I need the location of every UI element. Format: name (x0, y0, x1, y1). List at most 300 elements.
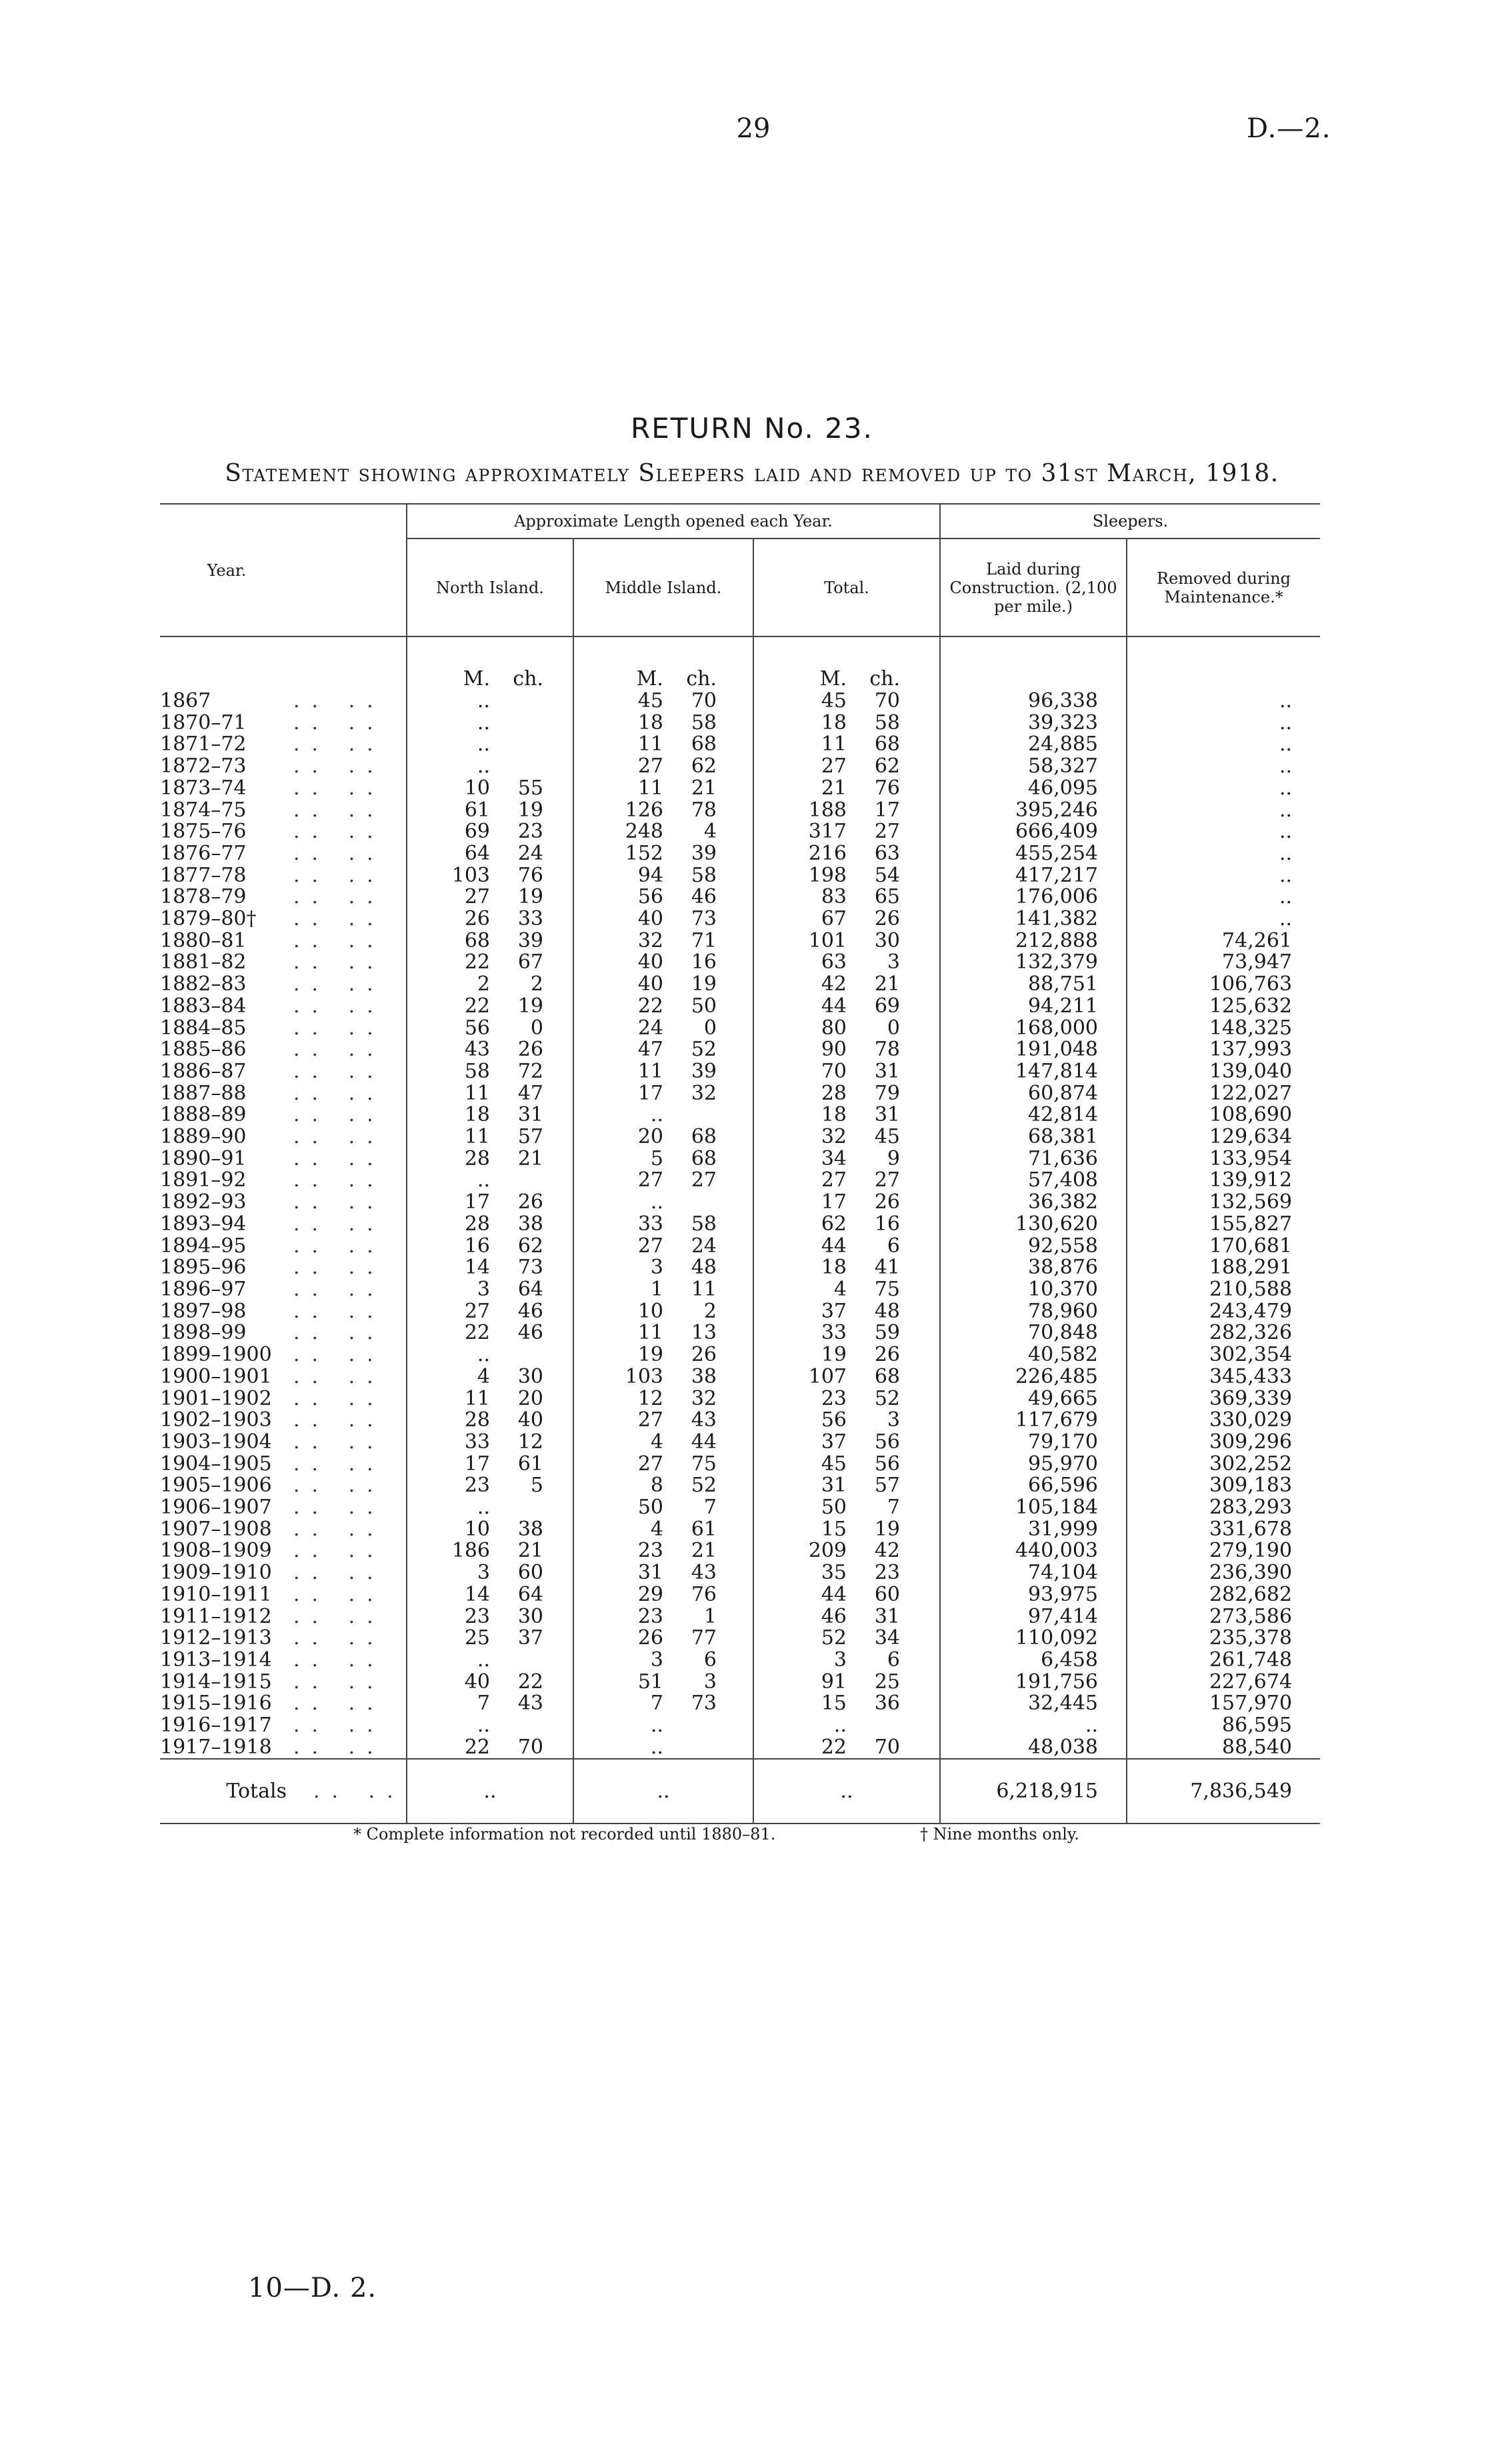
total-length-cell: 90 78 (753, 1039, 940, 1061)
middle-island-cell: 33 58 (573, 1214, 753, 1236)
north-island-cell: 14 73 (407, 1257, 573, 1279)
table-row (160, 908, 1320, 930)
year-cell: 1905–1906 (160, 1475, 272, 1498)
middle-island-cell: 126 78 (573, 800, 753, 822)
total-length-cell: 19 26 (753, 1344, 940, 1366)
north-island-cell: 40 22 (407, 1672, 573, 1694)
leader-dots: .. .. (293, 1148, 385, 1170)
footer-reference: 10—D. 2. (248, 2273, 377, 2303)
sleepers-laid-cell: 6,458 (940, 1650, 1127, 1672)
year-cell: 1917–1918 (160, 1736, 272, 1759)
leader-dots: .. .. (293, 1562, 385, 1584)
north-island-cell: .. (407, 1715, 573, 1737)
total-length-cell: 32 45 (753, 1126, 940, 1148)
north-island-cell: 103 76 (407, 865, 573, 887)
north-island-cell: 17 61 (407, 1454, 573, 1476)
table-row (160, 1039, 1320, 1061)
page-number: 29 (736, 113, 771, 144)
leader-dots: .. .. (293, 1104, 385, 1127)
year-cell: 1898–99 (160, 1322, 247, 1345)
leader-dots: .. .. (293, 1322, 385, 1345)
middle-island-cell: 3 6 (573, 1650, 753, 1672)
table-row (160, 1562, 1320, 1584)
middle-island-cell: 18 58 (573, 712, 753, 734)
total-length-cell: 46 31 (753, 1606, 940, 1628)
middle-island-cell: 26 77 (573, 1628, 753, 1650)
table-row (160, 1192, 1320, 1214)
totals-north: .. (407, 1759, 573, 1824)
sleepers-removed-cell: 139,040 (1127, 1061, 1320, 1083)
middle-island-cell: 1 11 (573, 1279, 753, 1301)
table-row (160, 1148, 1320, 1170)
sleepers-laid-cell: 110,092 (940, 1628, 1127, 1650)
table-row (160, 1475, 1320, 1497)
total-length-cell: .. (753, 1715, 940, 1737)
total-length-cell: 31 57 (753, 1475, 940, 1497)
leader-dots: .. .. (293, 1082, 385, 1105)
north-island-cell: 26 33 (407, 908, 573, 930)
sleepers-removed-cell: 309,296 (1127, 1432, 1320, 1454)
sleepers-removed-cell: 108,690 (1127, 1104, 1320, 1126)
sleepers-removed-cell: 74,261 (1127, 930, 1320, 952)
sleepers-removed-cell: 369,339 (1127, 1388, 1320, 1410)
north-island-cell: 33 12 (407, 1432, 573, 1454)
year-cell: 1873–74 (160, 777, 247, 800)
sleepers-laid-cell: 130,620 (940, 1214, 1127, 1236)
table-row (160, 1018, 1320, 1040)
middle-island-cell: 27 75 (573, 1454, 753, 1476)
leader-dots: .. .. (293, 1300, 385, 1323)
sleepers-laid-cell: 58,327 (940, 756, 1127, 778)
table-row (160, 821, 1320, 843)
table-row (160, 1454, 1320, 1476)
totals-label: Totals (160, 1759, 293, 1824)
table-row (160, 1170, 1320, 1192)
leader-dots: .. .. (293, 1126, 385, 1148)
total-length-cell: 45 70 (753, 690, 940, 712)
totals-laid: 6,218,915 (940, 1759, 1127, 1824)
north-island-cell: .. (407, 690, 573, 712)
year-cell: 1913–1914 (160, 1649, 272, 1672)
middle-island-cell: 22 50 (573, 996, 753, 1018)
sleepers-laid-cell: 141,382 (940, 908, 1127, 930)
year-cell: 1876–77 (160, 842, 247, 865)
footnote-nine-months: † Nine months only. (920, 1825, 1079, 1844)
total-length-cell: 198 54 (753, 865, 940, 887)
middle-island-cell: 8 52 (573, 1475, 753, 1497)
sleepers-removed-cell: 210,588 (1127, 1279, 1320, 1301)
north-island-cell: 43 26 (407, 1039, 573, 1061)
table-row (160, 1344, 1320, 1366)
table-row (160, 1366, 1320, 1388)
sleepers-removed-cell: 331,678 (1127, 1519, 1320, 1541)
sleepers-removed-cell: 283,293 (1127, 1497, 1320, 1519)
total-length-cell: 216 63 (753, 843, 940, 865)
table-row (160, 800, 1320, 822)
table-row (160, 1236, 1320, 1258)
leader-dots: .. .. (293, 712, 385, 734)
table-row (160, 930, 1320, 952)
total-length-cell: 18 58 (753, 712, 940, 734)
year-cell: 1871–72 (160, 734, 247, 756)
total-length-cell: 3 6 (753, 1650, 940, 1672)
leader-dots: .. .. (293, 1540, 385, 1563)
sleepers-removed-cell: .. (1127, 865, 1320, 887)
year-cell: 1897–98 (160, 1300, 247, 1323)
middle-island-cell: 27 43 (573, 1410, 753, 1432)
totals-middle: .. (573, 1759, 753, 1824)
year-cell: 1892–93 (160, 1192, 247, 1214)
units-north: M. ch. (407, 636, 573, 690)
sleepers-laid-cell: 78,960 (940, 1301, 1127, 1323)
leader-dots: .. .. (293, 952, 385, 974)
table-row (160, 734, 1320, 756)
year-cell: 1879–80† (160, 908, 257, 930)
middle-island-cell: 12 32 (573, 1388, 753, 1410)
total-length-cell: 101 30 (753, 930, 940, 952)
table-row (160, 1672, 1320, 1694)
sleepers-removed-cell: 170,681 (1127, 1236, 1320, 1258)
sleepers-laid-cell: 66,596 (940, 1475, 1127, 1497)
middle-island-cell: 103 38 (573, 1366, 753, 1388)
north-island-cell: 17 26 (407, 1192, 573, 1214)
leader-dots: .. .. (293, 1060, 385, 1083)
sleepers-laid-cell: 440,003 (940, 1540, 1127, 1562)
middle-island-cell: .. (573, 1104, 753, 1126)
north-island-cell: .. (407, 1650, 573, 1672)
middle-island-cell: 152 39 (573, 843, 753, 865)
north-island-cell: 10 55 (407, 778, 573, 800)
year-cell: 1887–88 (160, 1082, 247, 1105)
total-length-cell: 317 27 (753, 821, 940, 843)
table-row (160, 1519, 1320, 1541)
total-length-cell: 50 7 (753, 1497, 940, 1519)
north-island-cell: 22 46 (407, 1322, 573, 1344)
middle-island-cell: 4 44 (573, 1432, 753, 1454)
table-row (160, 1104, 1320, 1126)
middle-island-cell: 20 68 (573, 1126, 753, 1148)
table-row (160, 1432, 1320, 1454)
north-island-cell: 64 24 (407, 843, 573, 865)
north-island-cell: 7 43 (407, 1693, 573, 1715)
leader-dots: .. .. (293, 1410, 385, 1432)
sleepers-laid-cell: 32,445 (940, 1693, 1127, 1715)
sleepers-laid-cell: 92,558 (940, 1236, 1127, 1258)
sleepers-removed-cell: 227,674 (1127, 1672, 1320, 1694)
year-cell: 1882–83 (160, 974, 247, 996)
sleepers-laid-cell: .. (940, 1715, 1127, 1737)
north-island-cell: 28 21 (407, 1148, 573, 1170)
sleepers-laid-cell: 417,217 (940, 865, 1127, 887)
middle-island-cell: 40 19 (573, 974, 753, 996)
sleepers-laid-cell: 117,679 (940, 1410, 1127, 1432)
sleepers-laid-cell: 71,636 (940, 1148, 1127, 1170)
total-length-cell: 209 42 (753, 1540, 940, 1562)
leader-dots: .. .. (293, 734, 385, 756)
table-row (160, 1606, 1320, 1628)
middle-island-cell: 29 76 (573, 1584, 753, 1606)
leader-dots: .. .. (293, 1693, 385, 1716)
year-cell: 1881–82 (160, 952, 247, 974)
total-length-cell: 63 3 (753, 952, 940, 974)
table-row (160, 1715, 1320, 1737)
total-length-cell: 67 26 (753, 908, 940, 930)
sleepers-removed-cell: 345,433 (1127, 1366, 1320, 1388)
sleepers-laid-cell: 38,876 (940, 1257, 1127, 1279)
total-length-cell: 37 56 (753, 1432, 940, 1454)
total-length-cell: 27 62 (753, 756, 940, 778)
year-cell: 1872–73 (160, 756, 247, 778)
sleepers-laid-cell: 212,888 (940, 930, 1127, 952)
sleepers-removed-cell: 309,183 (1127, 1475, 1320, 1497)
table-row (160, 996, 1320, 1018)
north-island-cell: 23 30 (407, 1606, 573, 1628)
sleepers-removed-cell: .. (1127, 690, 1320, 712)
north-island-cell: 56 0 (407, 1018, 573, 1040)
year-cell: 1914–1915 (160, 1671, 272, 1694)
middle-island-cell: 56 46 (573, 886, 753, 908)
table-row (160, 1214, 1320, 1236)
sleepers-removed-cell: 137,993 (1127, 1039, 1320, 1061)
north-island-cell: 27 19 (407, 886, 573, 908)
north-island-cell: 14 64 (407, 1584, 573, 1606)
table-row (160, 1693, 1320, 1715)
total-length-cell: 4 75 (753, 1279, 940, 1301)
total-length-cell: 107 68 (753, 1366, 940, 1388)
year-cell: 1870–71 (160, 712, 247, 734)
table-row (160, 1301, 1320, 1323)
north-island-cell: 11 47 (407, 1083, 573, 1105)
north-island-cell: 25 37 (407, 1628, 573, 1650)
middle-island-cell: 7 73 (573, 1693, 753, 1715)
sleepers-laid-cell: 74,104 (940, 1562, 1127, 1584)
year-cell: 1867 (160, 690, 211, 712)
middle-island-cell: 248 4 (573, 821, 753, 843)
year-cell: 1875–76 (160, 821, 247, 843)
middle-island-cell: 27 24 (573, 1236, 753, 1258)
middle-island-cell: 40 73 (573, 908, 753, 930)
middle-island-cell: 11 13 (573, 1322, 753, 1344)
sleepers-removed-cell: 282,326 (1127, 1322, 1320, 1344)
year-cell: 1901–1902 (160, 1388, 272, 1410)
table-body (160, 636, 1320, 1759)
north-island-cell: 22 19 (407, 996, 573, 1018)
leader-dots: .. .. (293, 1366, 385, 1388)
sleepers-laid-cell: 93,975 (940, 1584, 1127, 1606)
header-approximate-length: Approximate Length opened each Year. (407, 504, 940, 539)
sleepers-laid-cell: 49,665 (940, 1388, 1127, 1410)
sleepers-laid-cell: 24,885 (940, 734, 1127, 756)
year-cell: 1907–1908 (160, 1518, 272, 1541)
north-island-cell: 28 38 (407, 1214, 573, 1236)
sleepers-laid-cell: 191,756 (940, 1672, 1127, 1694)
year-cell: 1902–1903 (160, 1410, 272, 1432)
total-length-cell: 80 0 (753, 1018, 940, 1040)
year-cell: 1883–84 (160, 995, 247, 1018)
table-row (160, 1497, 1320, 1519)
sleepers-laid-cell: 147,814 (940, 1061, 1127, 1083)
sleepers-laid-cell: 168,000 (940, 1018, 1127, 1040)
year-cell: 1908–1909 (160, 1540, 272, 1563)
header-middle-island: Middle Island. (573, 539, 753, 636)
year-cell: 1896–97 (160, 1278, 247, 1301)
sleepers-removed-cell: .. (1127, 756, 1320, 778)
leader-dots: .. .. (293, 1584, 385, 1606)
total-length-cell: 45 56 (753, 1454, 940, 1476)
sleepers-laid-cell: 36,382 (940, 1192, 1127, 1214)
year-cell: 1888–89 (160, 1104, 247, 1127)
header-laid-during-construction: Laid during Construction. (2,100 per mile.) (940, 539, 1127, 636)
sleepers-removed-cell: 279,190 (1127, 1540, 1320, 1562)
sleepers-removed-cell: 236,390 (1127, 1562, 1320, 1584)
leader-dots: .. .. (293, 1453, 385, 1476)
total-length-cell: 70 31 (753, 1061, 940, 1083)
year-cell: 1890–91 (160, 1148, 247, 1170)
sleepers-laid-cell: 132,379 (940, 952, 1127, 974)
leader-dots: .. .. (293, 690, 385, 712)
sleepers-removed-cell: .. (1127, 821, 1320, 843)
middle-island-cell: 94 58 (573, 865, 753, 887)
leader-dots: .. .. (293, 1431, 385, 1454)
middle-island-cell: 19 26 (573, 1344, 753, 1366)
middle-island-cell: 11 39 (573, 1061, 753, 1083)
leader-dots: .. .. (293, 777, 385, 800)
middle-island-cell: 32 71 (573, 930, 753, 952)
year-cell: 1884–85 (160, 1017, 247, 1040)
year-cell: 1899–1900 (160, 1344, 272, 1366)
total-length-cell: 52 34 (753, 1628, 940, 1650)
sleepers-laid-cell: 455,254 (940, 843, 1127, 865)
leader-dots: .. .. (293, 930, 385, 952)
middle-island-cell: 23 1 (573, 1606, 753, 1628)
header-year-spacer (293, 504, 407, 636)
year-cell: 1909–1910 (160, 1562, 272, 1584)
totals-removed: 7,836,549 (1127, 1759, 1320, 1824)
sleepers-laid-cell: 88,751 (940, 974, 1127, 996)
year-cell: 1910–1911 (160, 1584, 272, 1606)
sleepers-removed-cell: 148,325 (1127, 1018, 1320, 1040)
middle-island-cell: 40 16 (573, 952, 753, 974)
leader-dots: .. .. (293, 821, 385, 843)
north-island-cell: 22 67 (407, 952, 573, 974)
north-island-cell: .. (407, 756, 573, 778)
total-length-cell: 44 6 (753, 1236, 940, 1258)
total-length-cell: 62 16 (753, 1214, 940, 1236)
leader-dots: .. .. (293, 1344, 385, 1366)
sleepers-laid-cell: 31,999 (940, 1519, 1127, 1541)
year-cell: 1895–96 (160, 1257, 247, 1279)
table-row (160, 1279, 1320, 1301)
total-length-cell: 33 59 (753, 1322, 940, 1344)
total-length-cell: 37 48 (753, 1301, 940, 1323)
north-island-cell: 18 31 (407, 1104, 573, 1126)
year-cell: 1911–1912 (160, 1606, 272, 1628)
north-island-cell: 4 30 (407, 1366, 573, 1388)
totals-dots: .. .. (293, 1759, 407, 1824)
north-island-cell: .. (407, 1170, 573, 1192)
table-row (160, 1322, 1320, 1344)
table-row (160, 952, 1320, 974)
total-length-cell: 15 36 (753, 1693, 940, 1715)
table-row (160, 712, 1320, 734)
north-island-cell: 16 62 (407, 1236, 573, 1258)
leader-dots: .. .. (293, 1649, 385, 1672)
sleepers-laid-cell: 10,370 (940, 1279, 1127, 1301)
total-length-cell: 18 31 (753, 1104, 940, 1126)
sleepers-laid-cell: 666,409 (940, 821, 1127, 843)
leader-dots: .. .. (293, 995, 385, 1018)
table-row (160, 1650, 1320, 1672)
total-length-cell: 56 3 (753, 1410, 940, 1432)
leader-dots: .. .. (293, 1235, 385, 1258)
sleepers-laid-cell: 48,038 (940, 1737, 1127, 1760)
sleepers-removed-cell: 88,540 (1127, 1737, 1320, 1760)
total-length-cell: 35 23 (753, 1562, 940, 1584)
sleepers-laid-cell: 57,408 (940, 1170, 1127, 1192)
leader-dots: .. .. (293, 1497, 385, 1519)
total-length-cell: 22 70 (753, 1737, 940, 1760)
middle-island-cell: 50 7 (573, 1497, 753, 1519)
leader-dots: .. .. (293, 1475, 385, 1498)
sleepers-laid-cell: 176,006 (940, 886, 1127, 908)
total-length-cell: 91 25 (753, 1672, 940, 1694)
leader-dots: .. .. (293, 1257, 385, 1279)
table-row (160, 1257, 1320, 1279)
middle-island-cell: .. (573, 1192, 753, 1214)
table-row (160, 690, 1320, 712)
total-length-cell: 27 27 (753, 1170, 940, 1192)
leader-dots: .. .. (293, 1715, 385, 1737)
leader-dots: .. .. (293, 886, 385, 909)
sleepers-removed-cell: 302,354 (1127, 1344, 1320, 1366)
sleepers-removed-cell: 302,252 (1127, 1454, 1320, 1476)
sleepers-removed-cell: 125,632 (1127, 996, 1320, 1018)
leader-dots: .. .. (293, 1017, 385, 1040)
table-row (160, 974, 1320, 996)
totals-total: .. (753, 1759, 940, 1824)
sleepers-removed-cell: 139,912 (1127, 1170, 1320, 1192)
leader-dots: .. .. (293, 1388, 385, 1410)
header-total: Total. (753, 539, 940, 636)
sleepers-removed-cell: .. (1127, 778, 1320, 800)
sleepers-removed-cell: 106,763 (1127, 974, 1320, 996)
leader-dots: .. .. (293, 908, 385, 930)
table-row (160, 756, 1320, 778)
table-row (160, 1628, 1320, 1650)
header-year: Year. (160, 504, 293, 636)
leader-dots: .. .. (293, 1192, 385, 1214)
sleepers-laid-cell: 226,485 (940, 1366, 1127, 1388)
year-cell: 1893–94 (160, 1213, 247, 1236)
sleepers-laid-cell: 40,582 (940, 1344, 1127, 1366)
middle-island-cell: 11 21 (573, 778, 753, 800)
sleepers-removed-cell: 235,378 (1127, 1628, 1320, 1650)
sleepers-removed-cell: 282,682 (1127, 1584, 1320, 1606)
return-title: RETURN No. 23. (631, 412, 873, 445)
year-cell: 1916–1917 (160, 1715, 272, 1737)
leader-dots: .. .. (293, 1213, 385, 1236)
sleepers-removed-cell: .. (1127, 800, 1320, 822)
middle-island-cell: 4 61 (573, 1519, 753, 1541)
sleepers-laid-cell: 79,170 (940, 1432, 1127, 1454)
year-cell: 1894–95 (160, 1235, 247, 1258)
sleepers-laid-cell: 395,246 (940, 800, 1127, 822)
middle-island-cell: 17 32 (573, 1083, 753, 1105)
sleepers-removed-cell: .. (1127, 712, 1320, 734)
sleepers-removed-cell: 86,595 (1127, 1715, 1320, 1737)
sleepers-removed-cell: 129,634 (1127, 1126, 1320, 1148)
total-length-cell: 28 79 (753, 1083, 940, 1105)
